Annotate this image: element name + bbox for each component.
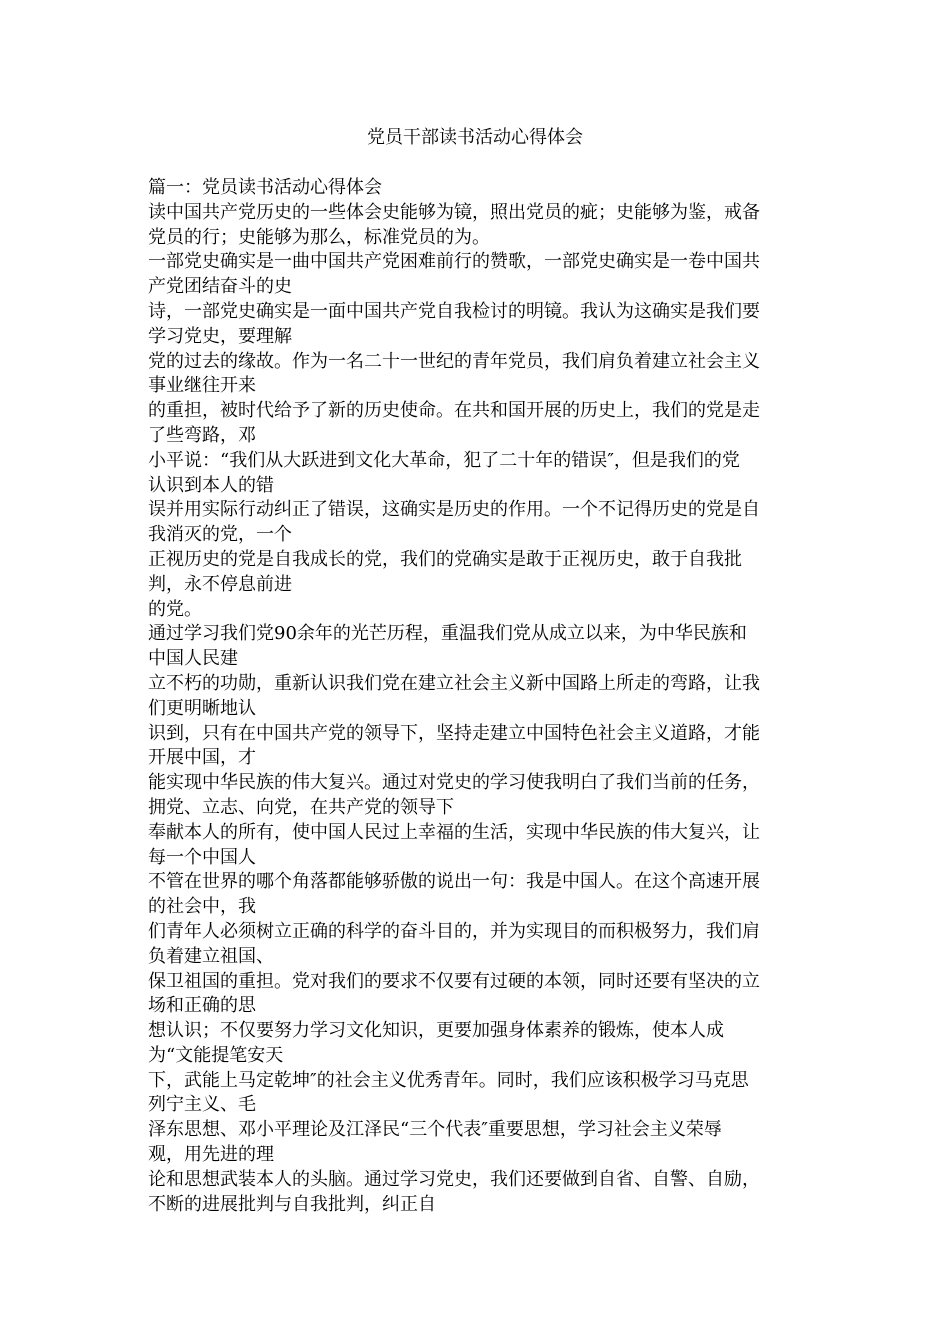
text-line: 认识到本人的错 — [148, 474, 274, 496]
text-line: 下，武能上马定乾坤″的社会主义优秀青年。同时，我们应该积极学习马克思 — [148, 1069, 749, 1091]
text-line: 不断的进展批判与自我批判，纠正自 — [148, 1193, 436, 1215]
text-line: 正视历史的党是自我成长的党，我们的党确实是敢于正视历史，敢于自我批 — [148, 548, 742, 570]
text-line: 负着建立祖国、 — [148, 945, 274, 967]
text-line: 事业继往开来 — [148, 375, 256, 397]
text-line: 们更明晰地认 — [148, 697, 256, 719]
text-line: 列宁主义、毛 — [148, 1094, 256, 1116]
text-line: 识到，只有在中国共产党的领导下，坚持走建立中国特色社会主义道路，才能 — [148, 722, 760, 744]
text-line: 诗，一部党史确实是一面中国共产党自我检讨的明镜。我认为这确实是我们要 — [148, 300, 760, 322]
text-line: 能实现中华民族的伟大复兴。通过对党史的学习使我明白了我们当前的任务， — [148, 772, 760, 794]
document-title: 党员干部读书活动心得体会 — [367, 127, 583, 148]
document-body — [148, 176, 808, 1217]
text-line: 中国人民建 — [148, 648, 238, 670]
text-line: 的重担，被时代给予了新的历史使命。在共和国开展的历史上，我们的党是走 — [148, 400, 760, 422]
text-line: 观，用先进的理 — [148, 1144, 274, 1166]
text-line: 论和思想武装本人的头脑。通过学习党史，我们还要做到自省、自警、自励， — [148, 1168, 760, 1190]
text-line: 了些弯路，邓 — [148, 424, 256, 446]
text-line: 党员的行；史能够为那么，标准党员的为。 — [148, 226, 490, 248]
text-line: 学习党史，要理解 — [148, 325, 292, 347]
text-line: 一部党史确实是一曲中国共产党困难前行的赞歌，一部党史确实是一卷中国共 — [148, 251, 760, 273]
text-line: 场和正确的思 — [148, 995, 256, 1017]
text-line: 拥党、立志、向党，在共产党的领导下 — [148, 796, 454, 818]
text-line: 保卫祖国的重担。党对我们的要求不仅要有过硬的本领，同时还要有坚决的立 — [148, 970, 760, 992]
text-line: 不管在世界的哪个角落都能够骄傲的说出一句：我是中国人。在这个高速开展 — [148, 871, 760, 893]
text-line: 为“文能提笔安天 — [148, 1044, 284, 1066]
text-line: 判，永不停息前进 — [148, 573, 292, 595]
text-line: 篇一：党员读书活动心得体会 — [148, 177, 382, 198]
text-line: 的党。 — [148, 598, 202, 620]
text-line: 想认识；不仅要努力学习文化知识，更要加强身体素养的锻炼，使本人成 — [148, 1020, 724, 1042]
text-line: 奉献本人的所有，使中国人民过上幸福的生活，实现中华民族的伟大复兴，让 — [148, 821, 760, 843]
text-line: 泽东思想、邓小平理论及江泽民“三个代表″重要思想，学习社会主义荣辱 — [148, 1119, 722, 1141]
text-line: 每一个中国人 — [148, 846, 256, 868]
text-line: 读中国共产党历史的一些体会史能够为镜，照出党员的疵；史能够为鉴，戒备 — [148, 201, 760, 223]
text-line: 们青年人必须树立正确的科学的奋斗目的，并为实现目的而积极努力，我们肩 — [148, 920, 760, 942]
text-line: 的社会中，我 — [148, 896, 256, 918]
text-line: 开展中国，才 — [148, 747, 256, 769]
text-line: 通过学习我们党90余年的光芒历程，重温我们党从成立以来，为中华民族和 — [148, 623, 747, 645]
text-line: 党的过去的缘故。作为一名二十一世纪的青年党员，我们肩负着建立社会主义 — [148, 350, 760, 372]
text-line: 小平说：“我们从大跃进到文化大革命，犯了二十年的错误″，但是我们的党 — [148, 449, 740, 471]
text-line: 立不朽的功勋，重新认识我们党在建立社会主义新中国路上所走的弯路，让我 — [148, 672, 760, 694]
text-line: 产党团结奋斗的史 — [148, 276, 292, 298]
text-line: 误并用实际行动纠正了错误，这确实是历史的作用。一个不记得历史的党是自 — [148, 499, 760, 521]
text-line: 我消灭的党，一个 — [148, 524, 292, 546]
